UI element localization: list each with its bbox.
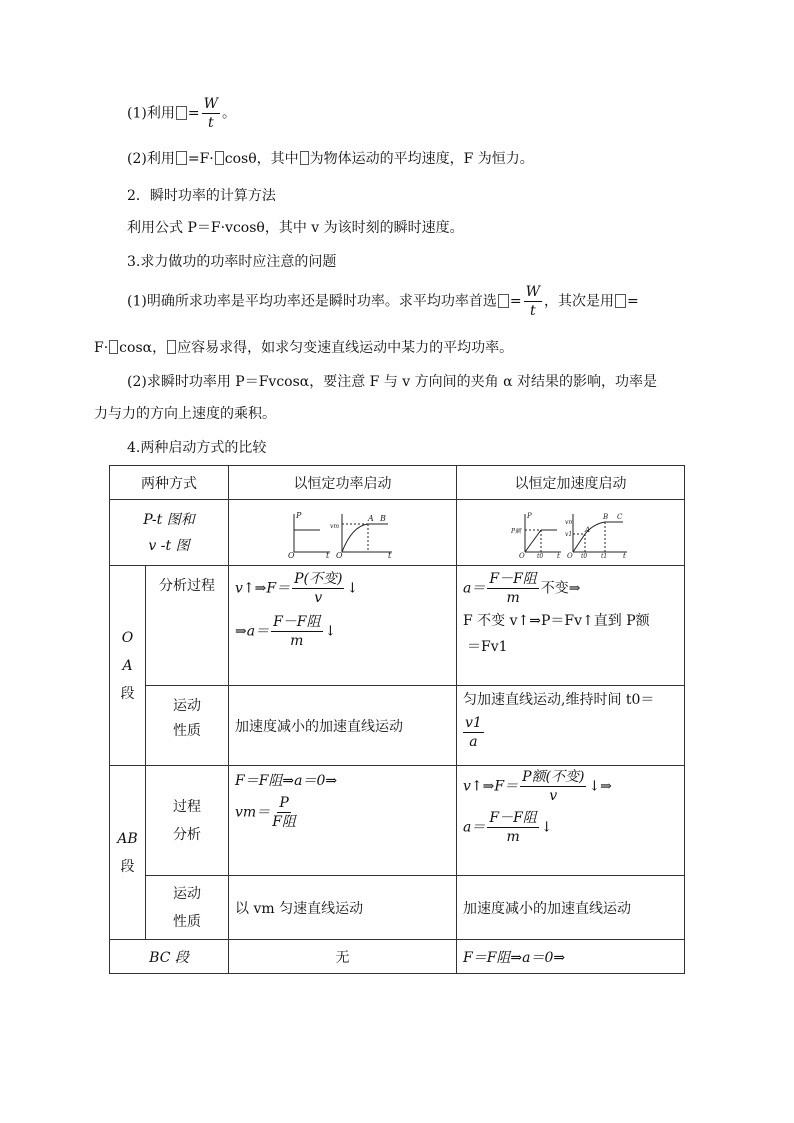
axis-label: O (287, 550, 295, 558)
placeholder-box (615, 294, 626, 308)
text: a＝ (463, 580, 486, 597)
fraction (292, 570, 344, 607)
oa-process-row (110, 566, 685, 686)
fraction (463, 714, 484, 751)
axis-label: v1 (564, 530, 572, 538)
fraction (487, 809, 538, 846)
numerator: P额(不变) (522, 769, 585, 785)
line-note-4: 力与力的方向上速度的乘积。 (94, 406, 276, 422)
row-label-text: 运动 (173, 698, 201, 714)
heading-2: 2．瞬时功率的计算方法 (127, 188, 276, 204)
seg-char: A (122, 657, 133, 674)
table-header-row (110, 466, 685, 500)
seg-char: 段 (120, 858, 135, 875)
point-label: A (367, 513, 374, 523)
axis-label: t1 (600, 552, 607, 558)
row-label-text: 过程 (173, 798, 201, 815)
fraction (202, 95, 220, 132)
oa-motion-power-cell: 加速度减小的加速直线运动 (229, 686, 457, 766)
seg-char: O (121, 629, 134, 646)
oa-process-accel-cell (457, 566, 685, 686)
point-label: A (584, 525, 590, 534)
ab-segment-label (110, 766, 146, 940)
bc-accel-cell: F＝F阻⇒a＝0⇒ (457, 940, 685, 974)
denominator: m (290, 633, 304, 649)
axis-label: t (556, 551, 560, 558)
text: ，其次是用 (543, 293, 614, 310)
graph-cell-constant-accel (457, 500, 685, 566)
heading-3: 3.求力做功的功率时应注意的问题 (127, 254, 337, 270)
placeholder-box (300, 151, 309, 165)
placeholder-box (215, 151, 224, 165)
axis-label: t (387, 550, 391, 558)
axis-label: O (518, 551, 525, 558)
axis-label: t (622, 551, 626, 558)
row-label-text: 运动 (173, 885, 201, 902)
formula: F＝F阻⇒a＝0⇒ (235, 773, 338, 789)
fraction (487, 570, 538, 607)
text: ↓ (324, 623, 337, 640)
axis-label: O (566, 551, 573, 558)
ab-motion-power-cell: 以 vm 匀速直线运动 (229, 876, 457, 940)
text: F· (94, 340, 109, 356)
graph-cell-constant-power (229, 500, 457, 566)
point-label: C (616, 512, 622, 521)
pt-vt-graph-icon (288, 508, 398, 558)
placeholder-box (167, 340, 176, 354)
placeholder-box (176, 106, 187, 120)
text: (1)明确所求功率是平均功率还是瞬时功率。求平均功率首选 (127, 293, 497, 310)
text: (2)利用 (127, 151, 175, 167)
text: 匀加速直线运动,维持时间 t0＝ (463, 692, 655, 708)
seg-char: AB (117, 830, 138, 847)
line-avg-power-1 (127, 95, 236, 132)
denominator: F阻 (272, 814, 296, 830)
row-label-text: 分析 (173, 826, 201, 843)
ab-motion-accel-cell: 加速度减小的加速直线运动 (457, 876, 685, 940)
line-instant-power: 利用公式 P＝F·vcosθ，其中 v 为该时刻的瞬时速度。 (127, 220, 464, 236)
text: ↓⇒ (588, 778, 612, 795)
text: cosα， (119, 340, 167, 356)
fraction (520, 768, 586, 805)
axis-label: P额 (510, 527, 521, 535)
denominator: v (549, 788, 558, 804)
row-label-text: 性质 (173, 913, 201, 930)
text: = (626, 293, 639, 310)
axis-label: O (335, 550, 343, 558)
line-avg-power-2 (127, 148, 534, 168)
oa-motion-accel-cell (457, 686, 685, 766)
bc-segment-label: BC 段 (110, 940, 229, 974)
text: vm＝ (235, 804, 271, 821)
comparison-table (109, 465, 685, 974)
denominator: a (469, 734, 478, 750)
heading-4: 4.两种启动方式的比较 (127, 440, 267, 456)
row-label (146, 876, 229, 940)
axis-label: vm (564, 518, 574, 526)
row-label-text: 性质 (173, 723, 201, 739)
formula (235, 566, 450, 607)
numerator: F－F阻 (273, 614, 321, 630)
graph-label: v -t 图 (148, 537, 190, 554)
ab-process-row (110, 766, 685, 876)
text: (1)利用 (127, 105, 175, 122)
text: = (187, 105, 200, 122)
text: a＝ (463, 819, 486, 836)
text: ⇒a＝ (235, 623, 270, 640)
ab-process-power-cell (229, 766, 457, 876)
text: =F· (187, 151, 214, 167)
placeholder-box (498, 294, 509, 308)
point-label: B (379, 513, 386, 523)
formula (463, 805, 678, 846)
axis-label: t (325, 550, 329, 558)
numerator: v1 (465, 715, 482, 731)
axis-label: vm (329, 522, 339, 530)
text: = (509, 293, 522, 310)
pt-vt-graph-icon (511, 508, 631, 558)
row-label-text: 分析过程 (159, 578, 215, 594)
line-note-1 (127, 283, 639, 320)
text: 不变⇒ (540, 580, 581, 597)
graph-row (110, 500, 685, 566)
fraction (271, 613, 322, 650)
row-label (146, 766, 229, 876)
row-label (146, 566, 229, 686)
point-label: B (602, 512, 608, 521)
text: 为物体运动的平均速度，F 为恒力。 (309, 151, 534, 167)
numerator: W (203, 96, 218, 112)
header-cell: 两种方式 (110, 466, 229, 500)
denominator: v (314, 590, 323, 606)
formula: ＝Fv1 (467, 639, 508, 655)
axis-label: P (526, 511, 532, 520)
placeholder-box (176, 151, 187, 165)
fraction (272, 794, 296, 831)
text: ↓ (346, 580, 359, 597)
text: cosθ，其中 (224, 151, 299, 167)
denominator: t (207, 115, 214, 131)
text: ↓ (540, 819, 553, 836)
numerator: P (279, 795, 289, 811)
ab-motion-row (110, 876, 685, 940)
header-cell: 以恒定功率启动 (229, 466, 457, 500)
seg-char: 段 (120, 685, 135, 702)
line-note-3: (2)求瞬时功率用 P＝Fvcosα，要注意 F 与 v 方向间的夹角 α 对结果的影响，功率是 (127, 374, 658, 390)
oa-segment-label (110, 566, 146, 766)
formula (235, 607, 450, 650)
numerator: F－F阻 (489, 571, 537, 587)
oa-motion-row (110, 686, 685, 766)
bc-power-cell: 无 (229, 940, 457, 974)
fraction (524, 283, 542, 320)
text: v↑⇒F＝ (235, 580, 291, 597)
graph-label: P-t 图和 (143, 511, 195, 528)
denominator: m (506, 590, 520, 606)
formula (463, 566, 678, 607)
text: 应容易求得，如求匀变速直线运动中某力的平均功率。 (177, 340, 514, 356)
row-label (146, 686, 229, 766)
denominator: m (506, 829, 520, 845)
axis-label: t0 (536, 552, 543, 558)
header-cell: 以恒定加速度启动 (457, 466, 685, 500)
formula: F 不变 v↑⇒P＝Fv↑直到 P额 (463, 613, 650, 629)
formula (235, 794, 450, 831)
graph-label-cell (110, 500, 229, 566)
axis-label: P (295, 510, 301, 520)
numerator: W (525, 284, 540, 300)
bc-row (110, 940, 685, 974)
denominator: t (529, 303, 536, 319)
axis-label: t0 (580, 552, 587, 558)
oa-process-power-cell (229, 566, 457, 686)
text: 。 (221, 105, 236, 122)
numerator: F－F阻 (489, 810, 537, 826)
text: v↑⇒F＝ (463, 778, 519, 795)
numerator: P(不变) (294, 571, 343, 587)
placeholder-box (109, 340, 118, 354)
ab-process-accel-cell (457, 766, 685, 876)
line-note-2 (94, 337, 513, 357)
formula (463, 766, 678, 805)
